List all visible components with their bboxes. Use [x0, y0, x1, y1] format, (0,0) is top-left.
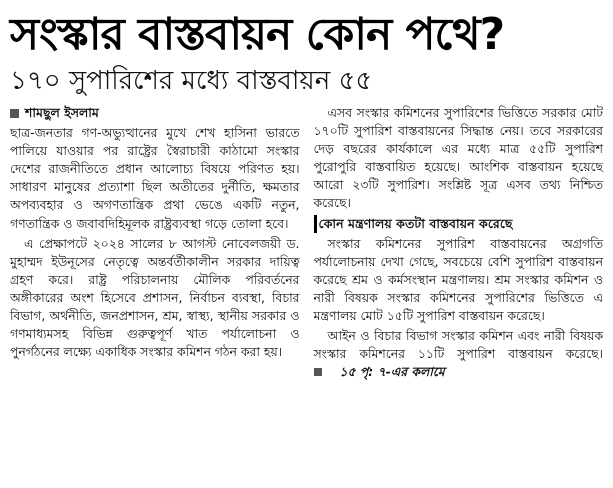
section-subhead: কোন মন্ত্রণালয় কতটা বাস্তবায়ন করেছে	[314, 215, 604, 233]
article-body	[10, 104, 603, 383]
right-column	[314, 104, 604, 383]
right-paragraph-3-text: আইন ও বিচার বিভাগ সংস্কার কমিশন এবং নারী বিষয়ক সংস্কার কমিশনের ১১টি সুপারিশ বাস্তবায়ন করেছে।	[313, 328, 603, 362]
continued-note	[314, 363, 445, 381]
byline-name: শামছুল ইসলাম	[25, 105, 99, 120]
left-paragraph-1: ছাত্র-জনতার গণ-অভ্যুত্থানের মুখে শেখ হাসিনা ভারতে পালিয়ে যাওয়ার পর রাষ্ট্রের স্বৈরাচারী কাঠামো সংস্কার দেশের রাজনীতিতে প্রধান আলোচ্য বিষয়ে পরিণত হয়। সাধারণ মানুষের প্রত্যাশা ছিল অতীতের দুর্নীতি, ক্ষমতার অপব্যবহার ও অগণতান্ত্রিক প্রথা ভেঙে একটি নতুন, গণতান্ত্রিক ও জবাবদিহিমূলক রাষ্ট্রব্যবস্থা গড়ে তোলা হবে।	[10, 125, 300, 231]
right-paragraph-1: এসব সংস্কার কমিশনের সুপারিশের ভিত্তিতে সরকার মোট ১৭০টি সুপারিশ বাস্তবায়নের সিদ্ধান্ত নেয়। তবে সরকারের দেড় বছরের কার্যকালে এর মধ্যে মাত্র ৫৫টি সুপারিশ পুরোপুরি বাস্তবায়িত হয়েছে। আংশিক বাস্তবায়ন হয়েছে আরো ২৩টি সুপারিশ। সংশ্লিষ্ট সূত্র এসব তথ্য নিশ্চিত করেছে।	[313, 105, 603, 211]
right-paragraph-3	[314, 327, 604, 381]
byline	[10, 104, 300, 122]
subheadline: ১৭০ সুপারিশের মধ্যে বাস্তবায়ন ৫৫	[10, 66, 373, 96]
left-paragraph-2: এ প্রেক্ষাপটে ২০২৪ সালের ৮ আগস্ট নোবেলজয়ী ড. মুহাম্মদ ইউনূসের নেতৃত্বে অন্তর্বর্তীকালীন সরকার দায়িত্ব গ্রহণ করে। রাষ্ট্র পরিচালনায় মৌলিক পরিবর্তনের অঙ্গীকারের অংশ হিসেবে প্রশাসন, নির্বাচন ব্যবস্থা, বিচার বিভাগ, অর্থনীতি, জনপ্রশাসন, শ্রম, স্বাস্থ্য, স্থানীয় সরকার ও গণমাধ্যমসহ বিভিন্ন গুরুত্বপূর্ণ খাত পর্যালোচনা ও পুনর্গঠনের লক্ষ্যে একাধিক সংস্কার কমিশন গঠন করা হয়।	[10, 235, 300, 360]
left-column	[10, 104, 300, 383]
square-bullet-icon	[314, 368, 322, 376]
square-bullet-icon	[10, 109, 19, 118]
headline: সংস্কার বাস্তবায়ন কোন পথে?	[10, 9, 505, 60]
right-paragraph-2: সংস্কার কমিশনের সুপারিশ বাস্তবায়নের অগ্রগতি পর্যালোচনায় দেখা গেছে, সবচেয়ে বেশি সুপারিশ বাস্তবায়ন করেছে শ্রম ও কর্মসংস্থান মন্ত্রণালয়। শ্রম সংস্কার কমিশন ও নারী বিষয়ক সংস্কার কমিশনের সুপারিশের ভিত্তিতে এ মন্ত্রণালয় মোট ১৫টি সুপারিশ বাস্তবায়ন করেছে।	[313, 235, 603, 323]
continued-note-text: ১৫ পৃ: ৭-এর কলামে	[339, 364, 445, 380]
